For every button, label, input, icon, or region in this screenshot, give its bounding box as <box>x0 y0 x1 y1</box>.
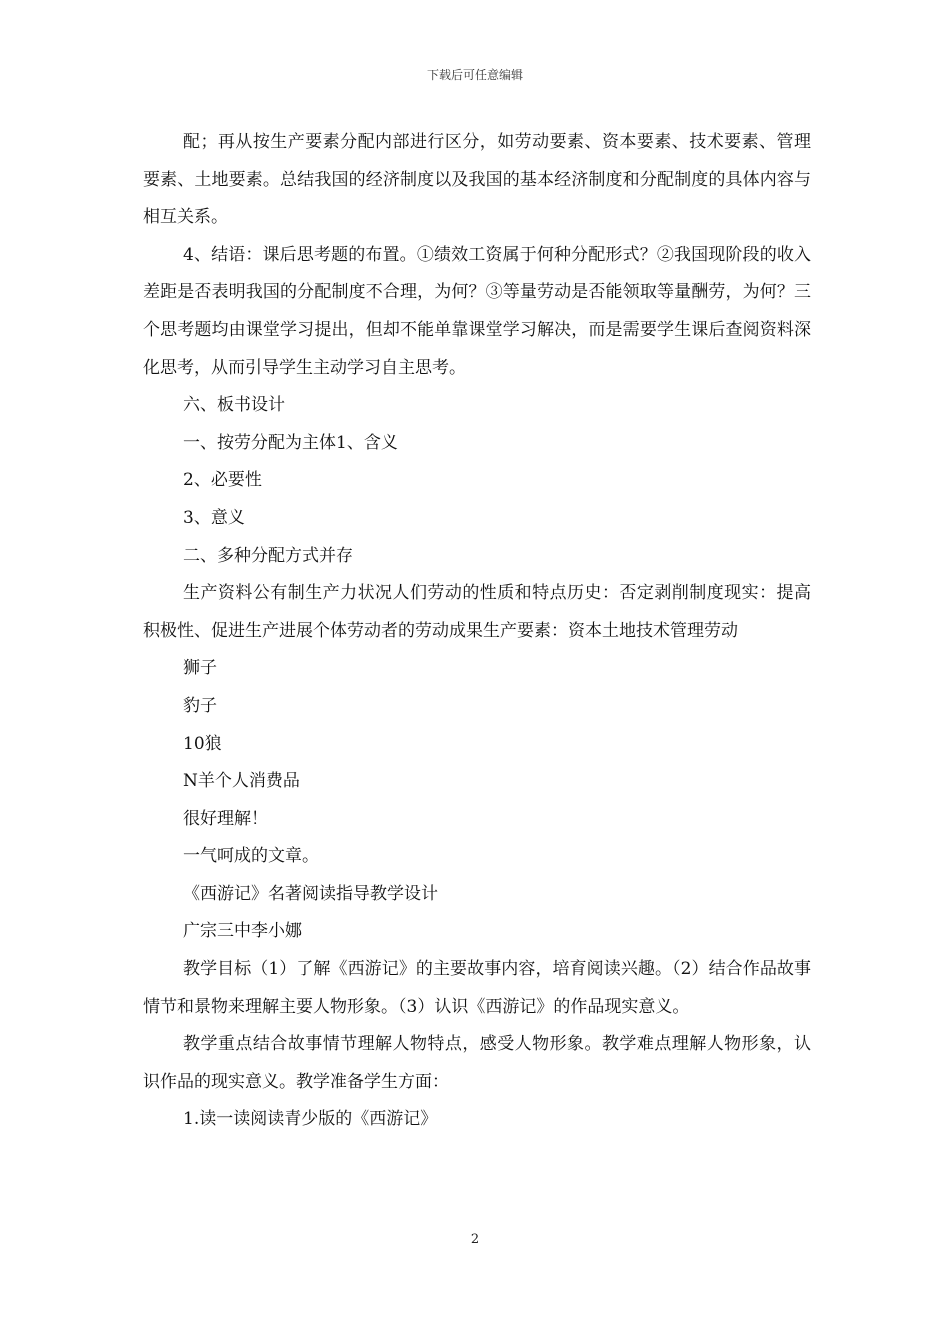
paragraph: 豹子 <box>183 695 217 716</box>
paragraph: 教学目标（1）了解《西游记》的主要故事内容，培育阅读兴趣。（2）结合作品故事情节和景物来理解主要人物形象。（3）认识《西游记》的作品现实意义。 <box>143 959 811 1017</box>
paragraph: 一、按劳分配为主体1、含义 <box>183 432 398 453</box>
paragraph: 配；再从按生产要素分配内部进行区分，如劳动要素、资本要素、技术要素、管理要素、土地要素。总结我国的经济制度以及我国的基本经济制度和分配制度的具体内容与相互关系。 <box>143 132 811 228</box>
paragraph: N羊个人消费品 <box>183 771 300 792</box>
page-header: 下载后可任意编辑 <box>426 68 523 82</box>
document-body <box>143 124 811 1139</box>
paragraph: 生产资料公有制生产力状况人们劳动的性质和特点历史：否定剥削制度现实：提高积极性、促进生产进展个体劳动者的劳动成果生产要素：资本土地技术管理劳动 <box>143 583 811 641</box>
paragraph: 4、结语：课后思考题的布置。①绩效工资属于何种分配形式？②我国现阶段的收入差距是否表明我国的分配制度不合理，为何？③等量劳动是否能领取等量酬劳，为何？三个思考题均由课堂学习提出，但却不能单靠课堂学习解决，而是需要学生课后查阅资料深化思考，从而引导学生主动学习自主思考。 <box>143 244 811 378</box>
paragraph: 一气呵成的文章。 <box>183 846 319 867</box>
paragraph: 很好理解！ <box>183 808 268 829</box>
paragraph: 《西游记》名著阅读指导教学设计 <box>183 883 438 904</box>
paragraph: 3、意义 <box>183 507 245 528</box>
paragraph: 教学重点结合故事情节理解人物特点，感受人物形象。教学难点理解人物形象，认识作品的现实意义。教学准备学生方面： <box>143 1034 811 1092</box>
paragraph: 六、板书设计 <box>183 395 285 416</box>
paragraph: 狮子 <box>183 658 217 679</box>
paragraph: 1.读一读阅读青少版的《西游记》 <box>183 1109 438 1130</box>
paragraph: 10狼 <box>183 733 222 754</box>
paragraph: 二、多种分配方式并存 <box>183 545 353 566</box>
paragraph: 2、必要性 <box>183 470 262 491</box>
page-number: 2 <box>470 1232 480 1247</box>
paragraph: 广宗三中李小娜 <box>183 921 302 942</box>
